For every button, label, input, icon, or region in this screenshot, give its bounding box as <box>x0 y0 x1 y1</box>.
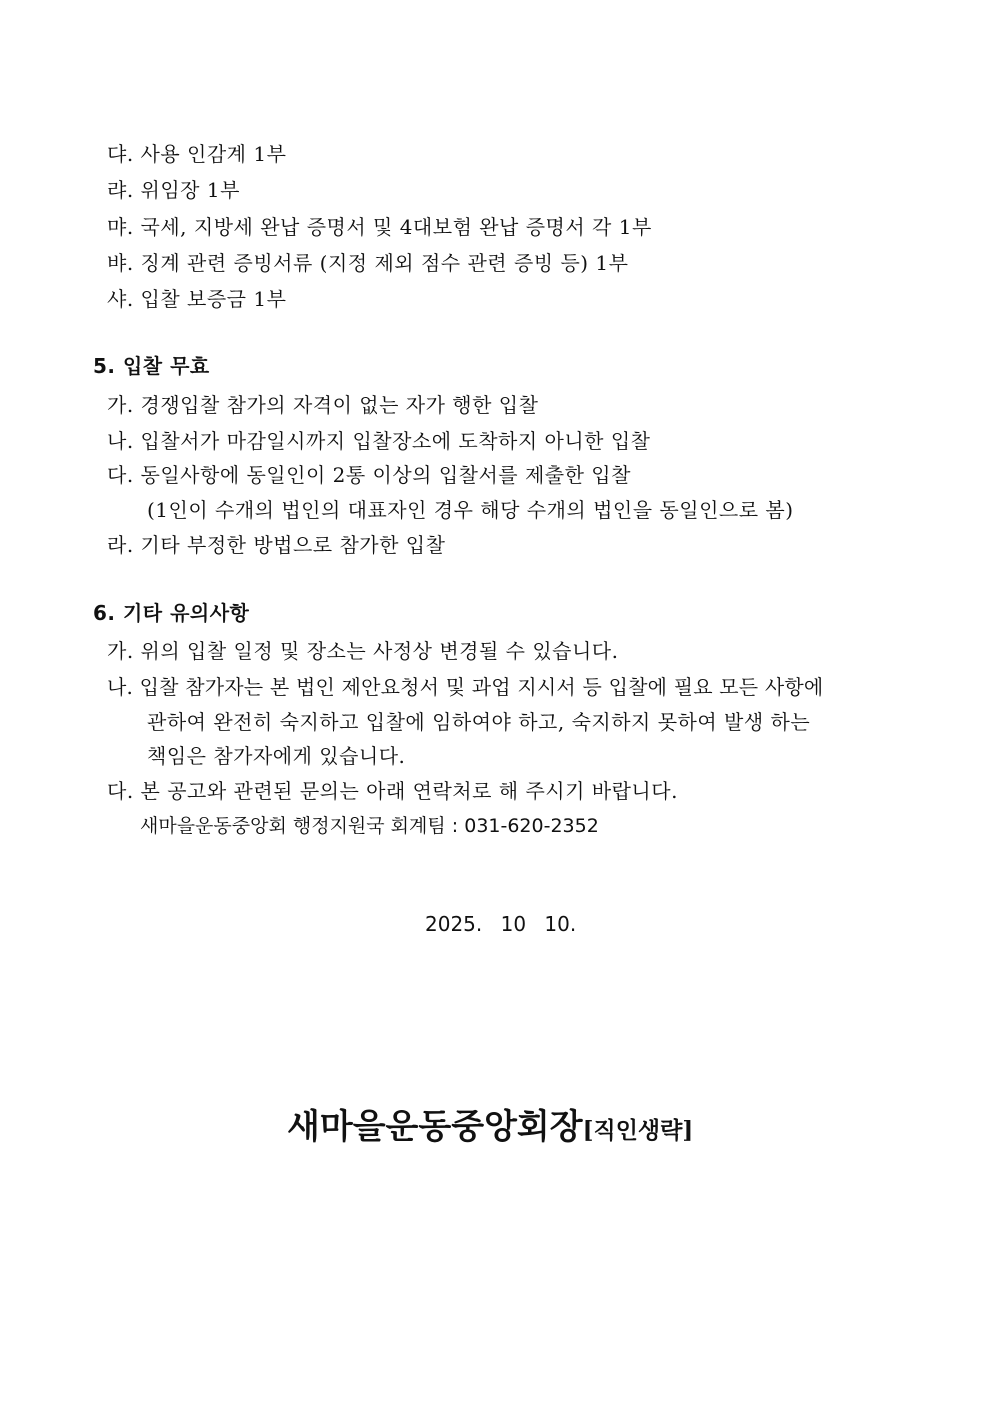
seal-omitted-note: [직인생략] <box>582 1117 694 1144</box>
section-5-heading: 5. 입찰 무효 <box>93 354 210 378</box>
docs-item-ba: 뱌. 징계 관련 증빙서류 (지정 제외 점수 관련 증빙 등) 1부 <box>107 251 629 275</box>
section-6-item-ga: 가. 위의 입찰 일정 및 장소는 사정상 변경될 수 있습니다. <box>107 639 619 663</box>
section-5-item-ra: 라. 기타 부정한 방법으로 참가한 입찰 <box>107 533 446 557</box>
section-6-item-na-cont-2: 책임은 참가자에게 있습니다. <box>147 744 406 768</box>
contact-info: 새마을운동중앙회 행정지원국 회계팀 : 031-620-2352 <box>140 815 599 837</box>
docs-item-sa: 샤. 입찰 보증금 1부 <box>107 287 287 311</box>
section-6-item-na: 나. 입찰 참가자는 본 법인 제안요청서 및 과업 지시서 등 입찰에 필요 모든 사항에 <box>107 675 824 699</box>
document-date: 2025. 10 10. <box>425 912 577 936</box>
docs-item-ma: 먀. 국세, 지방세 완납 증명서 및 4대보험 완납 증명서 각 1부 <box>107 215 652 239</box>
section-5-item-da-note: (1인이 수개의 법인의 대표자인 경우 해당 수개의 법인을 동일인으로 봄) <box>147 498 794 522</box>
section-5-item-na: 나. 입찰서가 마감일시까지 입찰장소에 도착하지 아니한 입찰 <box>107 429 651 453</box>
section-6-item-da: 다. 본 공고와 관련된 문의는 아래 연락처로 해 주시기 바랍니다. <box>107 779 678 803</box>
section-6-heading: 6. 기타 유의사항 <box>93 601 250 625</box>
issuer-name: 새마을운동중앙회장 <box>287 1107 583 1147</box>
docs-item-da: 댜. 사용 인감계 1부 <box>107 142 287 166</box>
section-6-item-na-cont-1: 관하여 완전히 숙지하고 입찰에 임하여야 하고, 숙지하지 못하여 발생 하는 <box>147 710 811 734</box>
docs-item-ra: 랴. 위임장 1부 <box>107 178 240 202</box>
issuer-signature <box>287 1105 693 1153</box>
section-5-item-da: 다. 동일사항에 동일인이 2통 이상의 입찰서를 제출한 입찰 <box>107 463 631 487</box>
section-5-item-ga: 가. 경쟁입찰 참가의 자격이 없는 자가 행한 입찰 <box>107 393 539 417</box>
